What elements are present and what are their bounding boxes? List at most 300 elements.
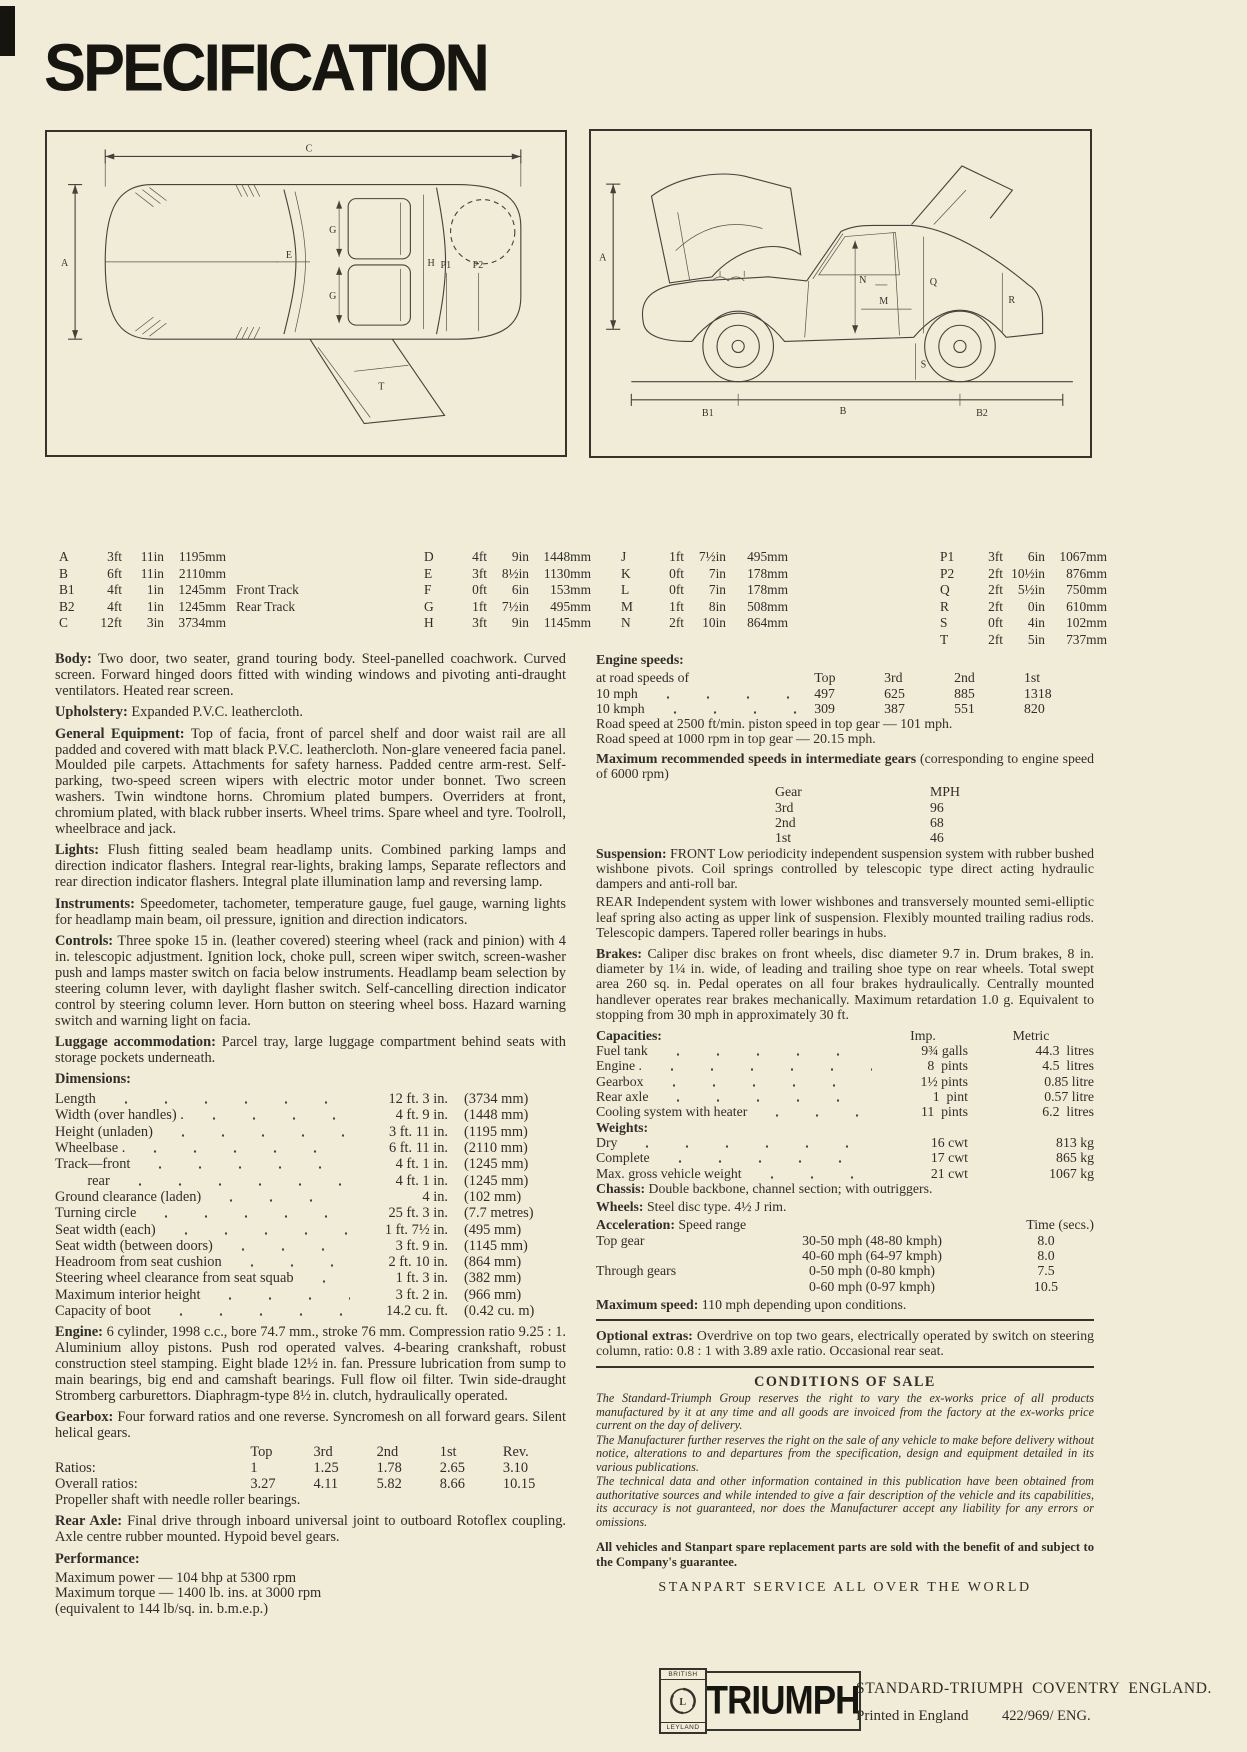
dimension-key-table-abc: [59, 549, 399, 632]
section-text: Double backbone, channel section; with outriggers.: [648, 1180, 933, 1196]
section-heading: Gearbox:: [55, 1409, 114, 1426]
dim-inches: 9in: [511, 615, 529, 631]
dimension-key-row: [424, 582, 594, 599]
dimension-metric: (1145 mm): [464, 1237, 528, 1254]
dim-key: A: [59, 549, 69, 564]
dim-feet: 2ft: [988, 565, 1003, 581]
dot-leader: [656, 1150, 872, 1165]
capacity-label: Rear axle: [596, 1089, 649, 1105]
dim-label-r: R: [1008, 295, 1016, 307]
performance-lines: [55, 1571, 566, 1619]
section-text: Parcel tray, large luggage compartment behind seats with storage pockets underneath.: [55, 1033, 566, 1066]
gear-speed-row: [775, 800, 1094, 815]
dim-note: [788, 566, 806, 583]
dimension-metric: (1195 mm): [464, 1123, 528, 1140]
acceleration-range: 30-50 mph (48-80 kmph): [802, 1232, 942, 1248]
dim-inches: 7½in: [698, 549, 726, 564]
capacity-label: Engine .: [596, 1058, 642, 1074]
dim-label-h: H: [427, 257, 435, 269]
dimension-key-row: [59, 549, 399, 566]
dot-leader: [300, 1270, 350, 1286]
dim-feet: 3ft: [472, 615, 487, 631]
stanpart-service-line: STANPART SERVICE ALL OVER THE WORLD: [658, 1580, 1032, 1596]
capacity-row: [596, 1043, 1094, 1058]
dim-feet: 0ft: [472, 582, 487, 598]
dim-inches: 10in: [702, 615, 726, 631]
ratio-value: 3.27: [250, 1475, 276, 1492]
performance-line: Maximum torque — 1400 lb. ins. at 3000 rpm: [55, 1585, 322, 1602]
rear-axle-section: [55, 1514, 566, 1546]
dimension-key-row: [940, 632, 1105, 649]
dim-mm: 178mm: [747, 565, 788, 581]
section-text: 110 mph depending upon conditions.: [701, 1296, 907, 1312]
dot-leader: [131, 1140, 350, 1156]
spec-section: [55, 727, 566, 838]
section-text: Four forward ratios and one reverse. Syncromesh on all forward gears. Silent helical gears.: [55, 1409, 566, 1442]
dimension-label: Seat width (each): [55, 1221, 156, 1238]
performance-line: (equivalent to 144 lb/sq. in. b.m.e.p.): [55, 1601, 269, 1618]
dim-note: [1107, 582, 1117, 599]
dimension-label: Seat width (between doors): [55, 1237, 213, 1254]
weights-section: [596, 1120, 1094, 1135]
dim-label-g1: G: [329, 224, 337, 236]
dimension-imperial: 6 ft. 11 in.: [388, 1140, 448, 1157]
dimension-imperial: 14.2 cu. ft.: [386, 1303, 448, 1320]
dot-leader: [644, 686, 808, 701]
dim-label-p2: P2: [472, 259, 484, 271]
dimension-imperial: 1 ft. 3 in.: [395, 1270, 448, 1287]
dim-note: [1107, 599, 1117, 616]
dimension-row: [55, 1270, 566, 1286]
dim-mm: 1067mm: [1059, 549, 1107, 564]
dim-inches: 5in: [1027, 631, 1045, 647]
dim-inches: 0in: [1027, 598, 1045, 614]
section-heading: General Equipment:: [55, 725, 185, 742]
dim-inches: 1in: [146, 582, 164, 598]
capacity-row: [596, 1074, 1094, 1089]
section-text: Top of facia, front of parcel shelf and door waist rail are all padded and covered with matt black P.V.C. leathercloth. Non-glare veneered facia panel. Moulded pile carpets. Attachments for safety harness. Padded centre arm-rest. Self-parking, two-speed screen wipers with electric motor under bonnet. Two screen washers. Twin windtone horns. Chromium plated bumpers. Overriders at front, chromium plated, with black rubber inserts. Wheel trims. Spare wheel and tyre. Toolroll, wheelbrace and jack.: [55, 725, 566, 838]
dim-note: [1107, 632, 1117, 649]
dim-feet: 4ft: [107, 582, 122, 598]
dimension-metric: (966 mm): [464, 1286, 522, 1303]
weight-row: [596, 1135, 1094, 1150]
dimension-row: [55, 1189, 566, 1205]
dimensions-section: [55, 1072, 566, 1088]
dim-note: Front Track: [236, 582, 299, 598]
dim-note: [1107, 549, 1117, 566]
metric-col-head: Metric: [1012, 1027, 1050, 1043]
capacity-label: Fuel tank: [596, 1043, 648, 1059]
car-side-view-illustration: [591, 131, 1090, 456]
dot-leader: [654, 1089, 872, 1104]
dim-mm: 1130mm: [543, 565, 591, 581]
divider-rule: [596, 1366, 1094, 1368]
conditions-paragraph: The Manufacturer further reserves the right on the sale of any vehicle to make before delivery without notice, alterations to and departures from the specification, design and equipment detailed in its various publications.: [596, 1432, 1094, 1474]
dim-mm: 508mm: [747, 598, 788, 614]
spec-section: [55, 705, 566, 721]
ratio-value: 2.65: [439, 1460, 465, 1477]
section-text: Steel disc type. 4½ J rim.: [646, 1199, 787, 1215]
dim-mm: 1245mm: [178, 582, 226, 598]
acceleration-time: 8.0: [1037, 1247, 1055, 1263]
section-heading: Lights:: [55, 842, 99, 859]
dot-leader: [116, 1173, 350, 1189]
dimension-imperial: 4 ft. 1 in.: [395, 1156, 448, 1173]
dimension-imperial: 4 ft. 1 in.: [395, 1172, 448, 1189]
dim-inches: 6in: [511, 582, 529, 598]
propeller-shaft-note: Propeller shaft with needle roller bearings.: [55, 1491, 301, 1508]
section-text: (corresponding to engine speed of 6000 rpm): [596, 750, 1095, 782]
plan-view-drawing: [45, 130, 567, 457]
manufacturer-logo: [659, 1668, 861, 1734]
dot-leader: [650, 1074, 872, 1089]
dim-label-n: N: [859, 274, 867, 286]
section-heading: Upholstery:: [55, 704, 128, 721]
dim-feet: 1ft: [669, 549, 684, 564]
ratio-table-header: [55, 1445, 566, 1461]
dimension-label: Headroom from seat cushion: [55, 1254, 222, 1271]
footer-company-line: STANDARD-TRIUMPH COVENTRY ENGLAND.: [856, 1680, 1212, 1697]
dimension-key-row: [940, 582, 1105, 599]
section-text: Caliper disc brakes on front wheels, disc diameter 9.7 in. Drum brakes, 8 in. diameter by 1¼ in. wide, of leading and trailing shoe type on rear wheels. Total swept area 260 sq. in. Pedal operates on all four brakes hydraulically. Centrally mounted handlever operates rear brakes mechanically. Maximum retardation 1.0 g. Equivalent to stopping from 30 mph in approximately 30 ft.: [596, 945, 1095, 1023]
section-text: Three spoke 15 in. (leather covered) steering wheel (rack and pinion) with 4 in. telescopic adjustment. Ignition lock, choke pull, screen wiper switch, screen-washer push and lamps master switch on facia below instruments. Headlamp beam selection by steering column lever, with daylight flasher switch. Self-cancelling direction indicator control by steering column lever. Horn button on steering wheel boss. Hazard warning switch and warning light on facia.: [55, 933, 566, 1029]
dimension-label: Maximum interior height: [55, 1286, 201, 1303]
acceleration-row: [596, 1279, 1094, 1294]
dimension-imperial: 2 ft. 10 in.: [388, 1254, 448, 1271]
road-speed-note: Road speed at 1000 rpm in top gear — 20.15 mph.: [596, 731, 876, 747]
dot-leader: [228, 1254, 350, 1270]
ratio-col-3rd: 3rd: [313, 1444, 333, 1461]
svg-text:L: L: [679, 1697, 687, 1708]
capacity-imperial: 9¾ galls: [921, 1043, 968, 1059]
weight-row: [596, 1166, 1094, 1181]
dot-leader: [207, 1189, 350, 1205]
dim-mm: 864mm: [747, 615, 788, 631]
triumph-wordmark-box: [705, 1671, 861, 1731]
dim-inches: 8½in: [501, 565, 529, 581]
acceleration-time: 7.5: [1037, 1263, 1055, 1279]
dimension-metric: (0.42 cu. m): [464, 1303, 535, 1320]
dimension-row: [55, 1091, 566, 1107]
engine-speeds-rows: [596, 686, 1094, 717]
dimension-key-row: [940, 566, 1105, 583]
weight-label: Max. gross vehicle weight: [596, 1165, 742, 1181]
acceleration-range: 40-60 mph (64-97 kmph): [802, 1247, 942, 1263]
dim-note: [788, 599, 806, 616]
british-leyland-badge: [659, 1668, 707, 1734]
acceleration-header: [596, 1217, 1094, 1232]
ratio-col-rev: Rev.: [502, 1444, 529, 1461]
dimension-key-row: [621, 599, 806, 616]
dimension-label: Wheelbase .: [55, 1140, 126, 1157]
dim-inches: 1in: [146, 598, 164, 614]
speed-range-head: Speed range: [678, 1217, 747, 1233]
dimension-label: rear: [55, 1172, 110, 1189]
dim-feet: 12ft: [100, 615, 122, 631]
weights-rows: [596, 1135, 1094, 1181]
ratio-value: 1.78: [376, 1460, 402, 1477]
capacity-imperial: 1½ pints: [920, 1073, 968, 1089]
dot-leader: [190, 1107, 350, 1123]
road-speed-note: Road speed at 2500 ft/min. piston speed in top gear — 101 mph.: [596, 716, 953, 732]
capacity-metric: 4.5 litres: [1042, 1058, 1094, 1074]
dot-leader: [157, 1303, 350, 1319]
ratio-value: 1.25: [313, 1460, 339, 1477]
spec-section: [55, 843, 566, 891]
dim-mm: 610mm: [1066, 598, 1107, 614]
dim-note: Rear Track: [236, 598, 296, 614]
dot-leader: [219, 1238, 350, 1254]
dimension-key-row: [621, 582, 806, 599]
dimension-row: [55, 1124, 566, 1140]
weight-imperial: 17 cwt: [930, 1150, 968, 1166]
capacity-row: [596, 1104, 1094, 1119]
dim-inches: 11in: [140, 549, 164, 564]
gear-name: 3rd: [775, 799, 794, 815]
dim-label-b2: B2: [976, 407, 988, 419]
dot-leader: [159, 1124, 350, 1140]
acceleration-range: 0-50 mph (0-80 kmph): [808, 1263, 936, 1279]
section-heading: Controls:: [55, 933, 114, 949]
dimension-metric: (102 mm): [464, 1188, 522, 1205]
dim-label-c: C: [305, 143, 313, 155]
dim-key: F: [424, 582, 432, 598]
gear-speed-row: [775, 830, 1094, 845]
es-value: 497: [814, 685, 835, 701]
dim-mm: 737mm: [1066, 631, 1107, 647]
dimension-label: Ground clearance (laden): [55, 1188, 202, 1205]
dim-mm: 2110mm: [178, 565, 226, 581]
suspension-front-text: FRONT Low periodicity independent suspension system with rubber bushed wishbone pivots. Coil springs controlled by telescopic type direct acting hydraulic dampers and anti-roll bar.: [596, 845, 1094, 892]
es-col-top: Top: [814, 670, 836, 686]
dot-leader: [102, 1091, 350, 1107]
performance-line: Maximum power — 104 bhp at 5300 rpm: [55, 1569, 297, 1586]
max-speed-section: [596, 1297, 1094, 1312]
dimension-metric: (864 mm): [464, 1254, 522, 1271]
es-value: 885: [954, 685, 975, 701]
dim-mm: 1145mm: [543, 615, 591, 631]
capacity-imperial: 11 pints: [920, 1104, 968, 1120]
weight-metric: 865 kg: [1056, 1150, 1094, 1166]
dimension-metric: (1245 mm): [464, 1156, 529, 1173]
divider-rule: [596, 1319, 1094, 1321]
dot-leader: [136, 1156, 350, 1172]
acceleration-range: 0-60 mph (0-97 kmph): [808, 1278, 936, 1294]
section-heading: Brakes:: [596, 945, 642, 961]
gear-mph: 68: [930, 814, 944, 830]
section-heading: Suspension:: [596, 845, 667, 861]
dot-leader: [142, 1205, 350, 1221]
dim-feet: 2ft: [988, 598, 1003, 614]
section-heading: Weights:: [596, 1119, 649, 1135]
ratio-value: 3.10: [502, 1460, 529, 1477]
acceleration-row: [596, 1233, 1094, 1248]
dim-key: B2: [59, 598, 75, 614]
dim-inches: 7in: [708, 582, 726, 598]
dim-feet: 1ft: [669, 598, 684, 614]
dim-mm: 1448mm: [543, 549, 591, 564]
es-value: 387: [884, 700, 905, 716]
page-title: SPECIFICATION: [44, 31, 487, 106]
dim-mm: 495mm: [747, 549, 788, 564]
triumph-wordmark: TRIUMPH: [706, 1678, 860, 1723]
car-plan-view-illustration: [47, 132, 565, 455]
es-col-3rd: 3rd: [884, 670, 903, 686]
section-text: Overdrive on top two gears, electrically operated by switch on steering column, ratio: 0.8 : 1 with 3.89 axle ratio. Occasional rear seat.: [596, 1328, 1095, 1359]
weight-imperial: 16 cwt: [930, 1134, 968, 1150]
dim-key: K: [621, 565, 631, 581]
dimension-imperial: 3 ft. 9 in.: [395, 1237, 448, 1254]
capacity-metric: 6.2 litres: [1042, 1104, 1094, 1120]
mph-col-head: MPH: [930, 784, 960, 800]
es-value: 625: [884, 685, 905, 701]
section-heading: Luggage accommodation:: [55, 1033, 216, 1050]
dim-label-s: S: [920, 359, 927, 371]
dot-leader: [654, 1043, 872, 1058]
es-row-label: 10 kmph: [596, 700, 645, 716]
gear-speed-row: [775, 815, 1094, 830]
spec-section: [55, 652, 566, 700]
section-heading: Performance:: [55, 1550, 140, 1567]
dim-feet: 6ft: [107, 565, 122, 581]
left-column: [55, 652, 566, 1618]
dim-note: [788, 582, 806, 599]
es-value: 309: [814, 700, 835, 716]
engine-speeds-row-label: at road speeds of: [596, 670, 690, 686]
dim-key: S: [940, 615, 948, 631]
dim-note: [226, 566, 399, 583]
dim-mm: 1245mm: [178, 598, 226, 614]
dimension-key-table-dh: [424, 549, 594, 632]
ratio-value: 4.11: [313, 1475, 339, 1492]
dimension-label: Track—front: [55, 1156, 131, 1173]
dimension-imperial: 3 ft. 11 in.: [388, 1123, 448, 1140]
dim-inches: 9in: [511, 549, 529, 564]
dimension-key-row: [424, 615, 594, 632]
capacities-rows: [596, 1043, 1094, 1119]
optional-extras-section: [596, 1328, 1094, 1359]
dim-key: H: [424, 615, 434, 631]
section-heading: Instruments:: [55, 895, 135, 912]
dimension-imperial: 4 ft. 9 in.: [395, 1107, 448, 1124]
dim-key: C: [59, 615, 68, 631]
conditions-title: CONDITIONS OF SALE: [754, 1373, 936, 1390]
intro-sections: [55, 652, 566, 1067]
dimension-label: Steering wheel clearance from seat squab: [55, 1270, 294, 1287]
dim-inches: 3in: [146, 615, 164, 631]
dot-leader: [623, 1135, 872, 1150]
capacity-imperial: 1 pint: [932, 1089, 968, 1105]
dot-leader: [748, 1166, 872, 1181]
gear-name: 2nd: [775, 814, 796, 830]
dimension-key-row: [59, 599, 399, 616]
dim-label-b1: B1: [701, 407, 714, 419]
dim-feet: 3ft: [107, 549, 122, 564]
spec-section: [55, 897, 566, 929]
chassis-section: [596, 1181, 1094, 1196]
badge-bottom-label: LEYLAND: [661, 1722, 705, 1732]
dimension-metric: (495 mm): [464, 1221, 522, 1238]
dimension-key-row: [424, 549, 594, 566]
dim-feet: 4ft: [472, 549, 487, 564]
dim-key: P1: [940, 549, 955, 564]
dimension-row: [55, 1156, 566, 1172]
dimension-row: [55, 1140, 566, 1156]
es-value: 1318: [1024, 685, 1052, 701]
dim-mm: 876mm: [1066, 565, 1107, 581]
footer-print-code: 422/969/ ENG.: [1002, 1708, 1091, 1724]
leyland-roundel-icon: [668, 1686, 698, 1716]
dimension-key-row: [940, 615, 1105, 632]
ratio-row: [55, 1461, 566, 1477]
dimension-metric: (1245 mm): [464, 1172, 529, 1189]
dimension-label: Length: [55, 1091, 96, 1108]
dim-mm: 102mm: [1066, 615, 1107, 631]
section-heading: Acceleration:: [596, 1217, 675, 1233]
dim-note: [788, 615, 806, 632]
weight-label: Complete: [596, 1150, 650, 1166]
overall-ratio-row: [55, 1477, 566, 1493]
weight-metric: 813 kg: [1056, 1134, 1094, 1150]
capacity-metric: 0.85 litre: [1044, 1073, 1094, 1089]
dim-mm: 750mm: [1066, 582, 1107, 598]
dim-label-g2: G: [329, 291, 337, 303]
dim-note: [591, 582, 601, 599]
spec-section: [55, 934, 566, 1029]
capacity-imperial: 8 pints: [927, 1058, 968, 1074]
acceleration-gear: Top gear: [596, 1232, 645, 1248]
dim-label-a: A: [599, 252, 607, 264]
section-text: Speedometer, tachometer, temperature gauge, fuel gauge, warning lights for headlamp main beam, oil pressure, ignition and direction indicators.: [55, 895, 566, 928]
dot-leader: [651, 701, 809, 716]
brakes-section: [596, 946, 1094, 1022]
dot-leader: [753, 1104, 872, 1119]
dimension-row: [55, 1287, 566, 1303]
ratio-value: 8.66: [439, 1475, 465, 1492]
suspension-section: [596, 846, 1094, 892]
dim-note: [591, 615, 601, 632]
imperial-col-head: Imp.: [910, 1027, 936, 1043]
dim-key: E: [424, 565, 433, 581]
dim-feet: 3ft: [988, 549, 1003, 564]
capacity-metric: 0.57 litre: [1044, 1089, 1094, 1105]
section-heading: Maximum speed:: [596, 1296, 699, 1312]
dim-note: [1107, 566, 1117, 583]
time-col-head: Time (secs.): [1026, 1217, 1094, 1233]
ratio-row-label: Overall ratios:: [55, 1475, 138, 1492]
acceleration-time: 8.0: [1037, 1232, 1055, 1248]
acceleration-gear: [596, 1279, 746, 1294]
ratio-row-label: Ratios:: [55, 1460, 96, 1477]
dimension-key-table-pt: [940, 549, 1105, 649]
dimension-metric: (3734 mm): [464, 1091, 529, 1108]
capacity-row: [596, 1058, 1094, 1073]
section-heading: Optional extras:: [596, 1328, 693, 1344]
ratio-col-2nd: 2nd: [376, 1444, 399, 1461]
dim-mm: 3734mm: [178, 615, 226, 631]
dim-feet: 1ft: [472, 598, 487, 614]
dim-feet: 3ft: [472, 565, 487, 581]
dimension-imperial: 12 ft. 3 in.: [388, 1091, 448, 1108]
acceleration-row: [596, 1263, 1094, 1278]
dim-feet: 2ft: [669, 615, 684, 631]
es-value: 551: [954, 700, 975, 716]
dimension-imperial: 1 ft. 7½ in.: [384, 1221, 448, 1238]
es-row-label: 10 mph: [596, 685, 638, 701]
engine-speeds-notes: [596, 716, 1094, 747]
dim-label-b: B: [839, 405, 847, 417]
conditions-paragraph: The technical data and other information contained in this publication have been obtained from authoritative sources and while intended to give a fair description of the vehicle and its capabilities, its accuracy is not guaranteed, nor does the Manufacturer accept any liability for any errors or omissions.: [596, 1474, 1094, 1529]
